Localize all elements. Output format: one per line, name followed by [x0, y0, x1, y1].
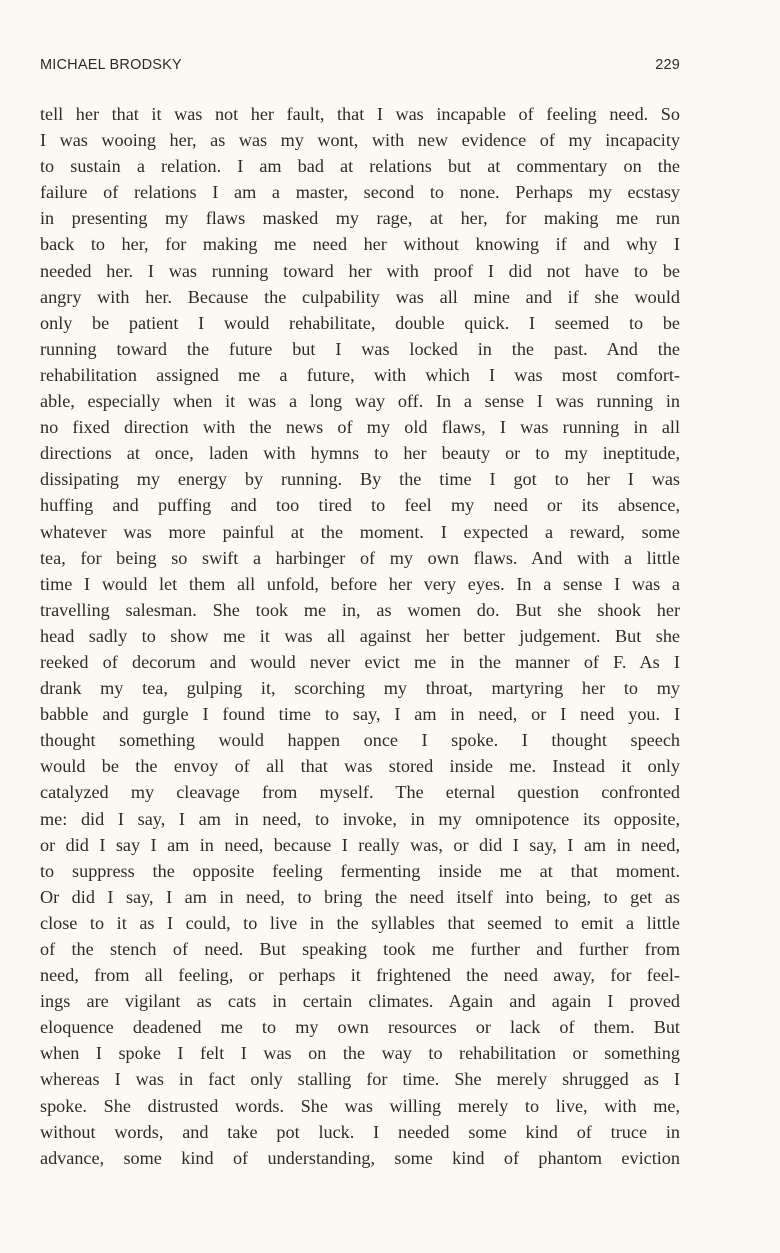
- text-line: tea, for being so swift a harbinger of my own flaws. And with a little: [40, 547, 680, 568]
- text-line: rehabilitation assigned me a future, with which I was most comfort-: [40, 364, 680, 385]
- text-line: without words, and take pot luck. I needed some kind of truce in: [40, 1121, 680, 1142]
- text-line: spoke. She distrusted words. She was willing merely to live, with me,: [40, 1095, 680, 1116]
- text-line: travelling salesman. She took me in, as women do. But she shook her: [40, 599, 680, 620]
- text-line: to suppress the opposite feeling fermenting inside me at that moment.: [40, 860, 680, 881]
- text-line: huffing and puffing and too tired to feel my need or its absence,: [40, 495, 680, 516]
- text-line: needed her. I was running toward her with proof I did not have to be: [40, 260, 680, 281]
- text-line: thought something would happen once I spoke. I thought speech: [40, 730, 680, 751]
- text-line: head sadly to show me it was all against her better judgement. But she: [40, 625, 680, 646]
- text-line: drank my tea, gulping it, scorching my throat, martyring her to my: [40, 678, 680, 699]
- text-line: failure of relations I am a master, second to none. Perhaps my ecstasy: [40, 182, 680, 203]
- text-line: whatever was more painful at the moment. I expected a reward, some: [40, 521, 680, 542]
- page-number: 229: [655, 57, 680, 73]
- text-line: angry with her. Because the culpability was all mine and if she would: [40, 286, 680, 307]
- body-text: [40, 101, 680, 1171]
- text-line: when I spoke I felt I was on the way to rehabilitation or something: [40, 1043, 680, 1064]
- text-line: close to it as I could, to live in the syllables that seemed to emit a little: [40, 912, 680, 933]
- text-line: whereas I was in fact only stalling for time. She merely shrugged as I: [40, 1069, 680, 1090]
- text-line: babble and gurgle I found time to say, I am in need, or I need you. I: [40, 704, 680, 725]
- text-line: directions at once, laden with hymns to her beauty or to my ineptitude,: [40, 443, 680, 464]
- text-line: advance, some kind of understanding, some kind of phantom eviction: [40, 1147, 680, 1168]
- text-line: reeked of decorum and would never evict me in the manner of F. As I: [40, 651, 680, 672]
- text-line: no fixed direction with the news of my old flaws, I was running in all: [40, 417, 680, 438]
- text-line: running toward the future but I was locked in the past. And the: [40, 338, 680, 359]
- text-line: ings are vigilant as cats in certain climates. Again and again I proved: [40, 991, 680, 1012]
- text-line: I was wooing her, as was my wont, with new evidence of my incapacity: [40, 130, 680, 151]
- text-line: in presenting my flaws masked my rage, at her, for making me run: [40, 208, 680, 229]
- text-line: only be patient I would rehabilitate, double quick. I seemed to be: [40, 312, 680, 333]
- text-line: to sustain a relation. I am bad at relations but at commentary on the: [40, 156, 680, 177]
- running-head: [40, 57, 680, 79]
- text-line: would be the envoy of all that was stored inside me. Instead it only: [40, 756, 680, 777]
- text-line: me: did I say, I am in need, to invoke, in my omnipotence its opposite,: [40, 808, 680, 829]
- running-head-author: MICHAEL BRODSKY: [40, 57, 182, 73]
- text-line: Or did I say, I am in need, to bring the need itself into being, to get as: [40, 886, 680, 907]
- text-line: of the stench of need. But speaking took me further and further from: [40, 939, 680, 959]
- text-line: tell her that it was not her fault, that I was incapable of feeling need. So: [40, 104, 680, 124]
- text-line: time I would let them all unfold, before her very eyes. In a sense I was a: [40, 573, 680, 594]
- text-line: need, from all feeling, or perhaps it frightened the need away, for feel-: [40, 965, 680, 986]
- text-line: back to her, for making me need her without knowing if and why I: [40, 234, 680, 255]
- text-line: eloquence deadened me to my own resources or lack of them. But: [40, 1017, 680, 1038]
- text-line: dissipating my energy by running. By the time I got to her I was: [40, 469, 680, 490]
- text-line: able, especially when it was a long way off. In a sense I was running in: [40, 391, 680, 412]
- text-line: catalyzed my cleavage from myself. The eternal question confronted: [40, 782, 680, 803]
- text-line: or did I say I am in need, because I really was, or did I say, I am in need,: [40, 834, 680, 855]
